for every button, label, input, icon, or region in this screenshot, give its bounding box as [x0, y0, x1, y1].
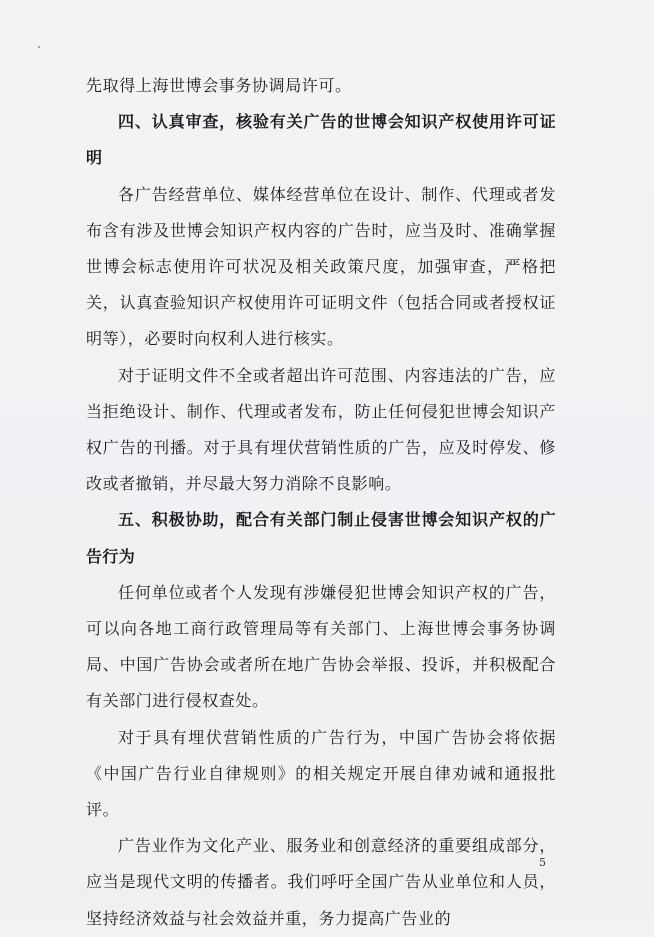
section-heading-5: 五、积极协助，配合有关部门制止侵害世博会知识产权的广告行为 [86, 510, 556, 566]
paragraph-self-discipline: 对于具有埋伏营销性质的广告行为，中国广告协会将依据《中国广告行业自律规则》的相关规定开展自律劝诫和通报批评。 [86, 727, 556, 820]
paragraph-appeal: 广告业作为文化产业、服务业和创意经济的重要组成部分，应当是现代文明的传播者。我们呼吁全国广告从业单位和人员，坚持经济效益与社会效益并重，务力提高广告业的 [86, 836, 556, 928]
paragraph-report: 任何单位或者个人发现有涉嫌侵犯世博会知识产权的广告，可以向各地工商行政管理局等有关部门、上海世博会事务协调局、中国广告协会或者所在地广告协会举报、投诉，并积极配合有关部门进行侵权查处。 [86, 582, 556, 711]
paragraph-reject-ads: 对于证明文件不全或者超出许可范围、内容违法的广告，应当拒绝设计、制作、代理或者发布，防止任何侵犯世博会知识产权广告的刊播。对于具有埋伏营销性质的广告，应及时停发、修改或者撤销，并尽最大努力消除不良影响。 [86, 365, 556, 494]
page-number: 5 [539, 856, 546, 869]
paragraph-continuation: 先取得上海世博会事务协调局许可。 [86, 76, 352, 95]
section-heading-4: 四、认真审查，核验有关广告的世博会知识产权使用许可证明 [86, 112, 556, 168]
paragraph-review-duty: 各广告经营单位、媒体经营单位在设计、制作、代理或者发布含有涉及世博会知识产权内容的广告时，应当及时、准确掌握世博会标志使用许可状况及相关政策尺度，加强审查，严格把关，认真查验知识产权使用许可证明文件（包括合同或者授权证明等），必要时向权利人进行核实。 [86, 184, 556, 349]
document-body [86, 68, 556, 937]
scan-speck [38, 46, 40, 48]
